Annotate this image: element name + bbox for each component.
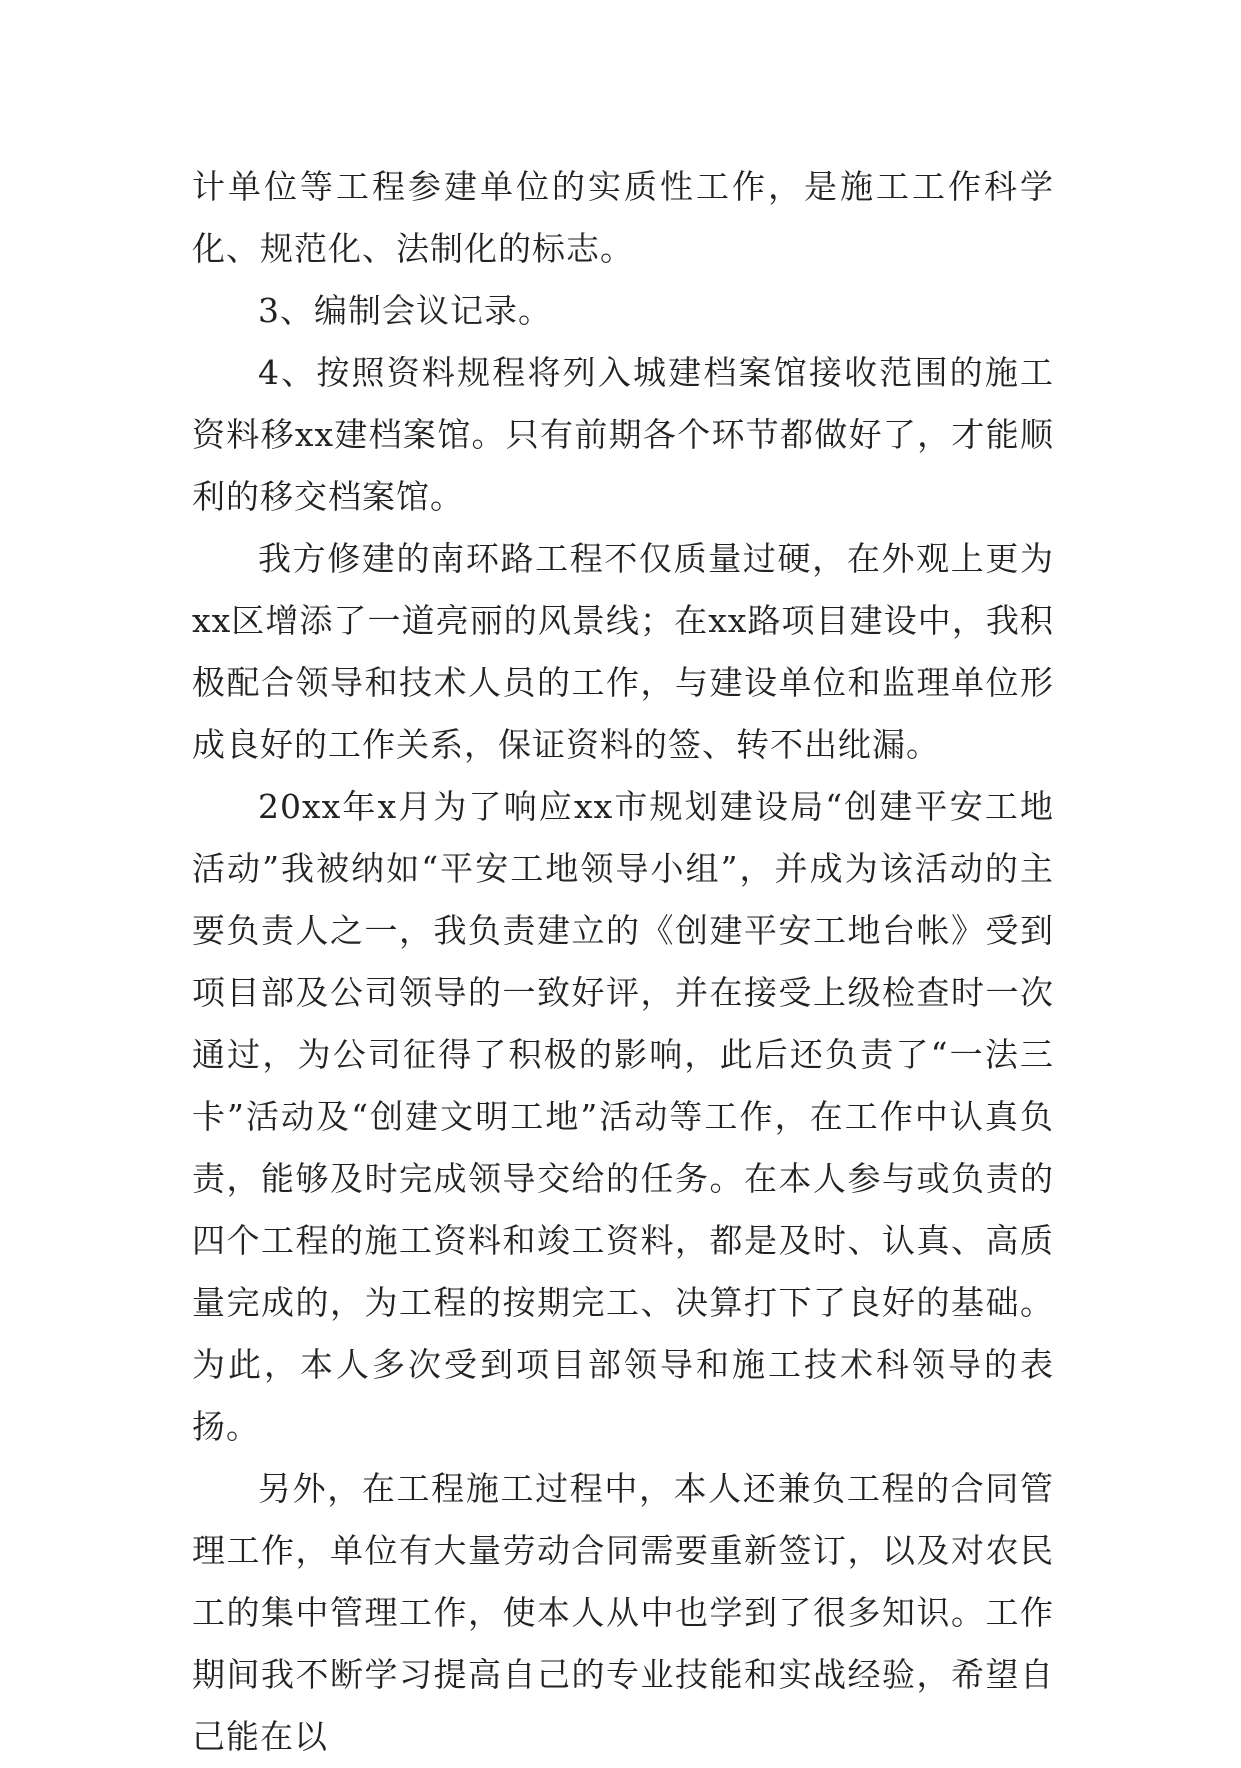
paragraph-safe-site: 20xx年x月为了响应xx市规划建设局“创建平安工地活动”我被纳如“平安工地领导小组”，并成为该活动的主要负责人之一，我负责建立的《创建平安工地台帐》受到项目部及公司领导的一致好评，并在接受上级检查时一次通过，为公司征得了积极的影响，此后还负责了“一法三卡”活动及“创建文明工地”活动等工作，在工作中认真负责，能够及时完成领导交给的任务。在本人参与或负责的四个工程的施工资料和竣工资料，都是及时、认真、高质量完成的，为工程的按期完工、决算打下了良好的基础。为此，本人多次受到项目部领导和施工技术科领导的表扬。: [192, 787, 1054, 1446]
paragraph-item-4: 4、按照资料规程将列入城建档案馆接收范围的施工资料移xx建档案馆。只有前期各个环节都做好了，才能顺利的移交档案馆。: [192, 353, 1054, 516]
paragraph-nanhuan-road: 我方修建的南环路工程不仅质量过硬，在外观上更为xx区增添了一道亮丽的风景线；在xx路项目建设中，我积极配合领导和技术人员的工作，与建设单位和监理单位形成良好的工作关系，保证资料的签、转不出纰漏。: [192, 539, 1054, 764]
paragraph-continuation: 计单位等工程参建单位的实质性工作，是施工工作科学化、规范化、法制化的标志。: [192, 167, 1054, 268]
body-text: [192, 156, 1054, 1768]
paragraph-contract-management: 另外，在工程施工过程中，本人还兼负工程的合同管理工作，单位有大量劳动合同需要重新签订，以及对农民工的集中管理工作，使本人从中也学到了很多知识。工作期间我不断学习提高自己的专业技能和实战经验，希望自己能在以: [192, 1469, 1054, 1756]
paragraph-item-3: 3、编制会议记录。: [258, 291, 552, 330]
